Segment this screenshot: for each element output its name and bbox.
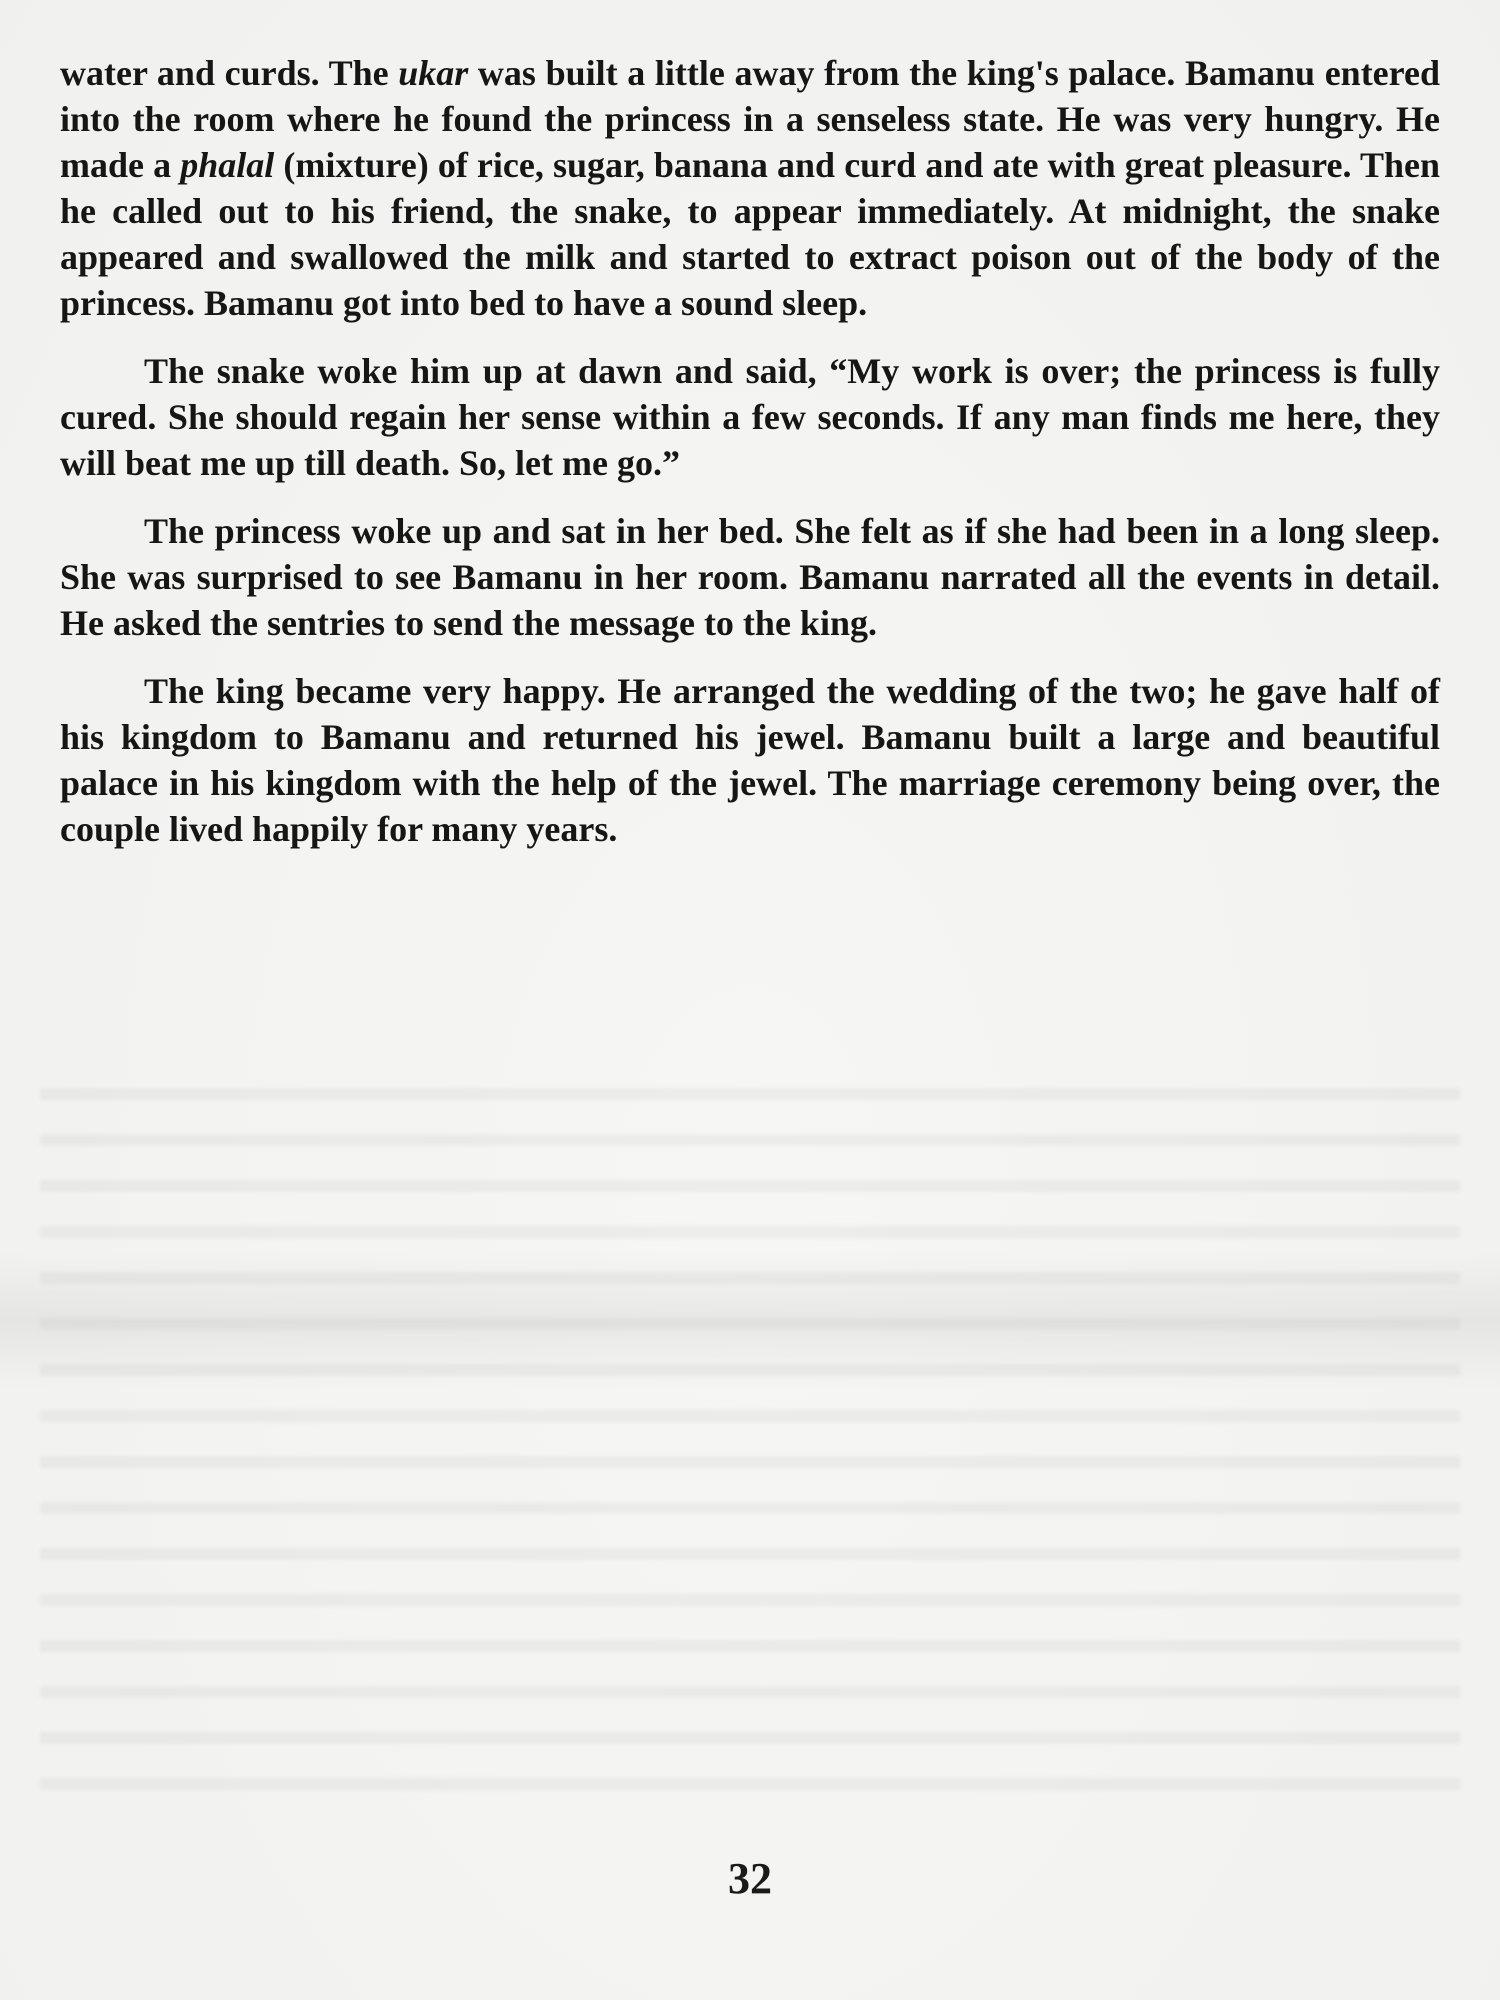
paragraph-4 bbox=[60, 668, 1440, 852]
paragraph-1 bbox=[60, 50, 1440, 326]
paragraph-2 bbox=[60, 348, 1440, 486]
italic-term: ukar bbox=[398, 53, 469, 93]
story-text bbox=[60, 50, 1440, 852]
bleed-through-texture bbox=[40, 1060, 1460, 1820]
text-run: (mixture) of rice, sugar, banana and curd and ate with great pleasure. Then he called out to his friend, the snake, to appear immediately. At midnight, the snake appeared and swallowed the milk and started to extract poison out of the body of the princess. Bamanu got into bed to have a sound sleep. bbox=[60, 145, 1440, 323]
text-run: was built a little away from the king's palace. Bamanu entered into the room where he found the princess in a senseless state. He was very hungry. He made a bbox=[60, 53, 1440, 185]
text-run: The king became very happy. He arranged the wedding of the two; he gave half of his kingdom to Bamanu and returned his jewel. Bamanu built a large and beautiful palace in his kingdom with the help of the jewel. The marriage ceremony being over, the couple lived happily for many years. bbox=[60, 671, 1440, 849]
text-run: The princess woke up and sat in her bed. She felt as if she had been in a long sleep. She was surprised to see Bamanu in her room. Bamanu narrated all the events in detail. He asked the sentries to send the message to the king. bbox=[60, 511, 1440, 643]
italic-term: phalal bbox=[180, 145, 275, 185]
page-number: 32 bbox=[728, 1854, 772, 1903]
text-run: water and curds. The bbox=[60, 53, 399, 93]
text-run: The snake woke him up at dawn and said, “My work is over; the princess is fully cured. She should regain her sense within a few seconds. If any man finds me here, they will beat me up till death. So, let me go.” bbox=[60, 351, 1440, 483]
paragraph-3 bbox=[60, 508, 1440, 646]
bleed-through-band bbox=[0, 1250, 1500, 1390]
